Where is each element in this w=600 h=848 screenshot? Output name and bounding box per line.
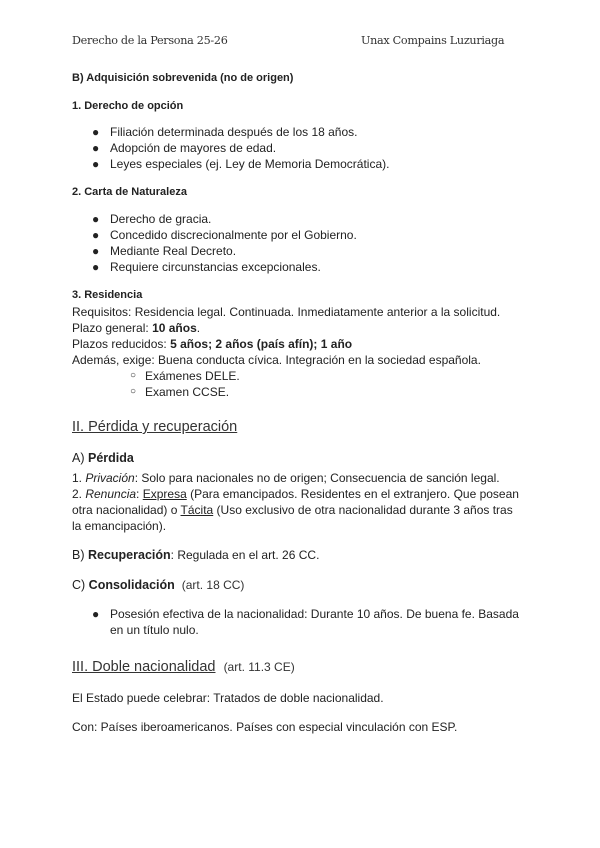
residencia-title: 3. Residencia xyxy=(72,289,143,301)
recuperacion-line: B) Recuperación: Regulada en el art. 26 CC. xyxy=(72,548,320,562)
section-iii-heading: III. Doble nacionalidad (art. 11.3 CE) xyxy=(72,659,295,675)
plazos-reducidos: Plazos reducidos: 5 años; 2 años (país afín); 1 año xyxy=(72,337,353,351)
header-author: Unax Compains Luzuriaga xyxy=(361,34,505,47)
page-header xyxy=(72,34,528,52)
perdida-line-2: 2. Renuncia: Expresa (Para emancipados. Residentes en el extranjero. Que posean xyxy=(72,487,519,501)
header-course: Derecho de la Persona 25-26 xyxy=(72,34,228,47)
document-page: Derecho de la Persona 25-26 Unax Compains Luzuriaga B) Adquisición sobrevenida (no de origen) 1. Derecho de opción ● Filiación determinada después de los 18 años. ● Adopción de mayores de edad. ● Leyes especiales (ej. Ley de Memoria Democrática). 2. Carta de Naturaleza ● Derecho de gracia. ● Concedido discrecionalmente por el Gobierno. ● Mediante Real Decreto. ● Requiere circunstancias excepcionales. 3. Residencia Requisitos: Residencia legal. Continuada. Inmediatamente anterior a la solicitud. Plazo general: 10 años. Plazos reducidos: 5 años; 2 años (país afín); 1 año Además, exige: Buena conducta cívica. Integración en la sociedad española. ○ Exámenes DELE. ○ Examen CCSE. II. Pérdida y recuperación A) Pérdida 1. Privación: Solo para nacionales no de origen; Consecuencia de sanción legal. 2. Renuncia: Expresa (Para emancipados. Residentes en el extranjero. Que posean otra nacionalidad) o Tácita (Uso exclusivo de otra nacionalidad durante 3 años tras la emancipación). B) Recuperación: Regulada en el art. 26 CC. C) Consolidación (art. 18 CC) ● Posesión efectiva de la nacionalidad: Durante 10 años. De buena fe. Basada en un título nulo. III. Doble nacionalidad (art. 11.3 CE) El Estado puede celebrar: Tratados de doble nacionalidad. Con: Países iberoamericanos. Países con especial vinculación con ESP. xyxy=(0,0,600,848)
perdida-heading: A) Pérdida xyxy=(72,451,134,465)
perdida-line-3: otra nacionalidad) o Tácita (Uso exclusivo de otra nacionalidad durante 3 años tras xyxy=(72,503,513,517)
perdida-line-4: la emancipación). xyxy=(72,519,167,533)
consolidacion-line: C) Consolidación (art. 18 CC) xyxy=(72,578,245,592)
perdida-line-1: 1. Privación: Solo para nacionales no de origen; Consecuencia de sanción legal. xyxy=(72,471,500,485)
opcion-title: 1. Derecho de opción xyxy=(72,100,184,112)
carta-title: 2. Carta de Naturaleza xyxy=(72,186,187,198)
section-b-title: B) Adquisición sobrevenida (no de origen) xyxy=(72,72,294,84)
section-iii-p1: El Estado puede celebrar: Tratados de doble nacionalidad. xyxy=(72,691,384,705)
residencia-ademas: Además, exige: Buena conducta cívica. Integración en la sociedad española. xyxy=(72,353,481,367)
residencia-requisitos: Requisitos: Residencia legal. Continuada. Inmediatamente anterior a la solicitud. xyxy=(72,305,501,319)
section-iii-p2: Con: Países iberoamericanos. Países con especial vinculación con ESP. xyxy=(72,720,458,734)
plazo-general: Plazo general: 10 años. xyxy=(72,321,201,335)
section-ii-title: II. Pérdida y recuperación xyxy=(72,419,238,435)
